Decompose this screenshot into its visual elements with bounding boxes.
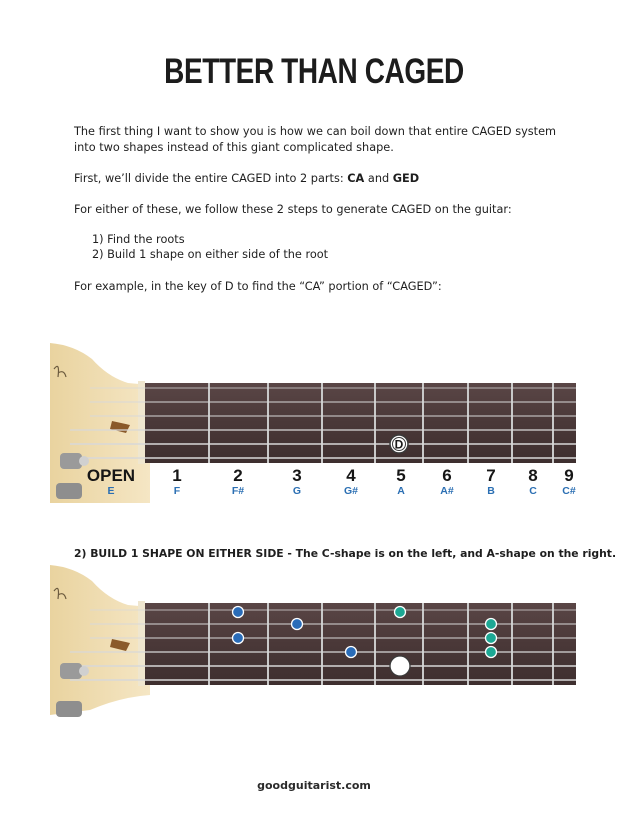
divide-text: First, we’ll divide the entire CAGED into 2 parts:	[74, 172, 348, 185]
c-shape-dot	[292, 619, 303, 630]
a-shape-dot	[486, 647, 497, 658]
nut	[138, 601, 145, 686]
note-label: G	[292, 485, 302, 497]
intro-paragraph: The first thing I want to show you is how we can boil down that entire CAGED system into two shapes instead of this giant complicated shape.	[74, 125, 557, 154]
fret-number-7: 7	[486, 466, 496, 485]
fret-number-5: 5	[396, 466, 406, 485]
c-shape-dot	[346, 647, 357, 658]
note-label: C	[529, 485, 537, 497]
c-shape-dot	[233, 607, 244, 618]
note-label: B	[487, 485, 495, 497]
note-label: F	[173, 485, 181, 497]
note-label: G#	[343, 485, 359, 497]
example-paragraph: For example, in the key of D to find the “CA” portion of “CAGED”:	[74, 280, 442, 293]
step2-label: 2) BUILD 1 SHAPE ON EITHER SIDE -	[74, 547, 296, 560]
fret-number-4: 4	[346, 466, 356, 485]
step-1: 1) Find the roots	[92, 233, 185, 246]
c-shape-dot	[233, 633, 244, 644]
footer-site: goodguitarist.com	[257, 779, 371, 792]
fret-number-3: 3	[292, 466, 302, 485]
divide-paragraph	[74, 171, 574, 187]
note-label: A#	[440, 485, 454, 497]
a-shape-dot	[395, 607, 406, 618]
note-label: F#	[231, 485, 245, 497]
step2-text: The C-shape is on the left, and A-shape on the right.	[295, 547, 617, 560]
page-title: BETTER THAN CAGED	[164, 52, 464, 91]
headstock	[50, 565, 150, 715]
fret-number-open: OPEN	[86, 466, 136, 485]
nut	[138, 381, 145, 464]
fret-number-6: 6	[442, 466, 452, 485]
root-label: D	[394, 437, 404, 452]
root-dot-d	[390, 435, 408, 453]
note-label: A	[397, 485, 405, 497]
fret-number-1: 1	[172, 466, 182, 485]
root-dot	[390, 656, 410, 676]
fret-number-2: 2	[233, 466, 243, 485]
a-shape-dot	[486, 633, 497, 644]
fret-number-9: 9	[564, 466, 574, 485]
steps-intro: For either of these, we follow these 2 steps to generate CAGED on the guitar:	[74, 203, 512, 216]
note-label: C#	[562, 485, 576, 497]
fret-number-8: 8	[528, 466, 538, 485]
part-ged: GED	[392, 172, 420, 185]
fretboard-diagram-shapes	[50, 565, 576, 725]
note-label: E	[107, 485, 115, 497]
part-ca: CA	[347, 172, 365, 185]
step-2: 2) Build 1 shape on either side of the root	[92, 248, 329, 261]
divide-and: and	[364, 172, 393, 185]
step2-heading	[74, 547, 616, 560]
a-shape-dot	[486, 619, 497, 630]
